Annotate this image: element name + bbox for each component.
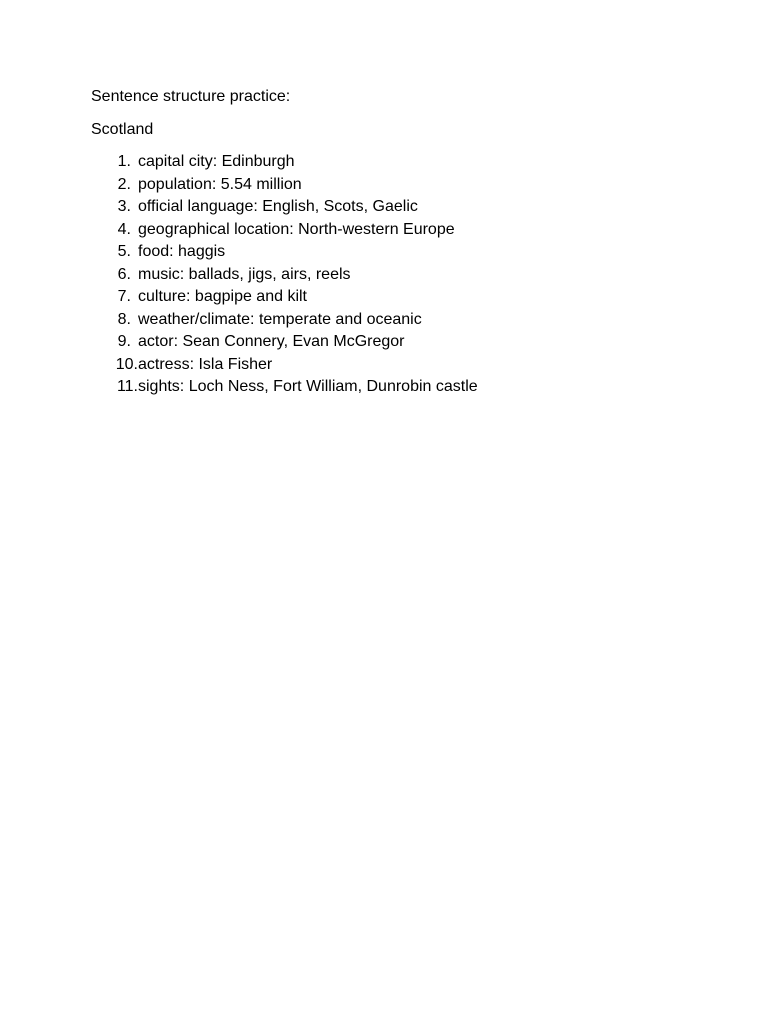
list-item-text: geographical location: North-western Europe: [138, 220, 455, 238]
fact-list: [91, 151, 691, 399]
list-item: [91, 354, 691, 377]
list-item-text: food: haggis: [138, 243, 226, 260]
list-item: [91, 376, 691, 399]
list-item-text: capital city: Edinburgh: [138, 153, 295, 170]
list-item-number: 5.: [117, 243, 131, 260]
list-item: [91, 331, 691, 354]
list-item: [91, 264, 691, 287]
heading-text: Sentence structure practice:: [91, 88, 291, 105]
list-item: [91, 309, 691, 332]
list-item: [91, 196, 691, 219]
list-item-number: 11.: [116, 378, 138, 395]
list-item-number: 7.: [117, 288, 131, 305]
list-item-number: 3.: [117, 198, 131, 215]
list-item-text: population: 5.54 million: [138, 175, 302, 193]
document-body: [91, 86, 691, 399]
list-item-number: 9.: [117, 333, 131, 350]
list-item-number: 4.: [117, 220, 131, 238]
list-item: [91, 174, 691, 197]
list-item-text: music: ballads, jigs, airs, reels: [138, 265, 351, 283]
list-item: [91, 286, 691, 309]
list-item-number: 6.: [117, 265, 131, 283]
subject-text: Scotland: [91, 120, 154, 138]
list-item: [91, 151, 691, 174]
list-item-number: 8.: [117, 310, 131, 328]
list-item-text: actor: Sean Connery, Evan McGregor: [138, 333, 405, 350]
list-item-text: sights: Loch Ness, Fort William, Dunrobin castle: [138, 378, 478, 395]
list-item-text: weather/climate: temperate and oceanic: [138, 310, 422, 328]
list-item-number: 2.: [117, 175, 131, 193]
list-item-number: 1.: [117, 153, 131, 170]
list-item-number: 10.: [115, 355, 138, 373]
list-item: [91, 241, 691, 264]
list-item-text: official language: English, Scots, Gaelic: [138, 198, 418, 215]
list-item-text: culture: bagpipe and kilt: [138, 288, 307, 305]
list-item: [91, 219, 691, 242]
list-item-text: actress: Isla Fisher: [138, 355, 273, 373]
